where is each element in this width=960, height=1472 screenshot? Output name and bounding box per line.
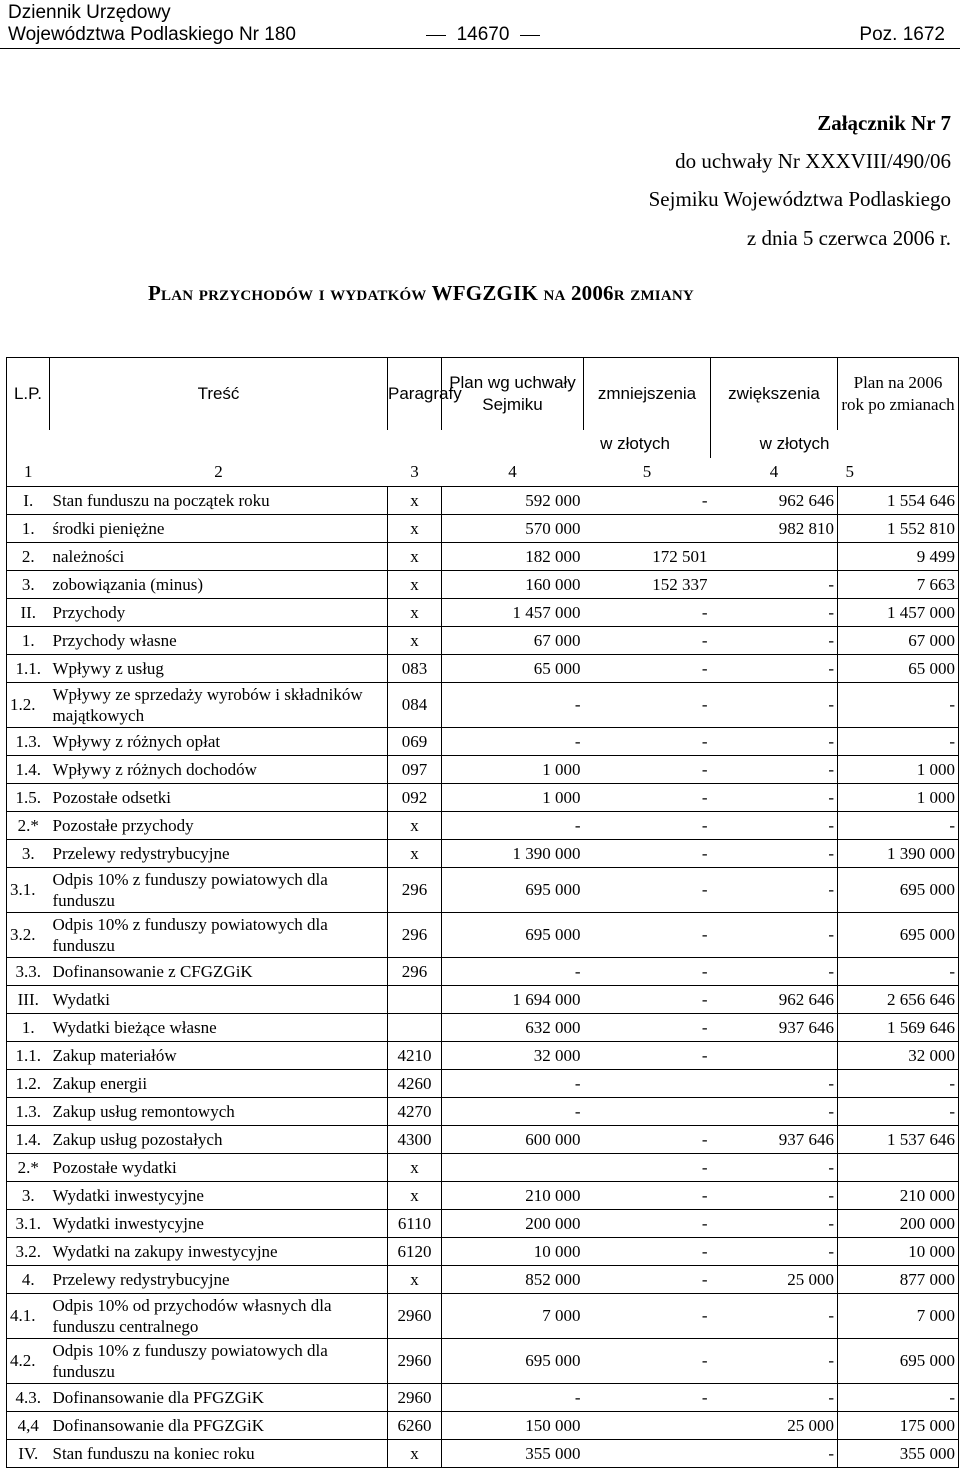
row-zmniejszenia: [584, 1098, 711, 1126]
column-number: 2: [50, 458, 388, 487]
row-plan-po-zmianach: 1 569 646: [838, 1014, 959, 1042]
row-zwiekszenia: -: [711, 913, 838, 958]
table-row: [7, 1154, 959, 1182]
row-plan-wg: 695 000: [442, 868, 584, 913]
row-paragraf: 4260: [388, 1070, 442, 1098]
row-zmniejszenia: 152 337: [584, 571, 711, 599]
row-zmniejszenia: -: [584, 784, 711, 812]
header-divider: [0, 48, 960, 49]
row-zwiekszenia: -: [711, 1384, 838, 1412]
row-zwiekszenia: -: [711, 958, 838, 986]
column-number: 4: [711, 458, 838, 487]
row-zmniejszenia: -: [584, 655, 711, 683]
row-tresc: Wydatki bieżące własne: [50, 1014, 388, 1042]
row-paragraf: x: [388, 1440, 442, 1468]
row-zmniejszenia: 172 501: [584, 543, 711, 571]
unit-label-1: w złotych: [600, 434, 670, 453]
row-zmniejszenia: -: [584, 1182, 711, 1210]
row-zwiekszenia: -: [711, 1182, 838, 1210]
unit-label-2: w złotych: [711, 430, 838, 458]
journal-name-line1: Dziennik Urzędowy: [8, 2, 171, 23]
row-tresc: Wydatki inwestycyjne: [50, 1210, 388, 1238]
header-plan-wg: Plan wg uchwały Sejmiku: [442, 358, 584, 431]
position-number: Poz. 1672: [859, 24, 945, 45]
row-plan-wg: 10 000: [442, 1238, 584, 1266]
row-tresc: Odpis 10% z funduszy powiatowych dla funduszu: [50, 1339, 388, 1384]
table-row: [7, 840, 959, 868]
row-plan-po-zmianach: -: [838, 1384, 959, 1412]
table-row: [7, 1294, 959, 1339]
row-plan-po-zmianach: -: [838, 1098, 959, 1126]
row-plan-wg: -: [442, 958, 584, 986]
row-plan-po-zmianach: 210 000: [838, 1182, 959, 1210]
row-tresc: Przychody własne: [50, 627, 388, 655]
row-zwiekszenia: 962 646: [711, 487, 838, 515]
attachment-line-2: Sejmiku Województwa Podlaskiego: [648, 187, 951, 211]
row-plan-wg: 355 000: [442, 1440, 584, 1468]
row-paragraf: 2960: [388, 1384, 442, 1412]
row-plan-wg: 150 000: [442, 1412, 584, 1440]
row-tresc: Odpis 10% od przychodów własnych dla funduszu centralnego: [50, 1294, 388, 1339]
row-zwiekszenia: 982 810: [711, 515, 838, 543]
row-plan-po-zmianach: 175 000: [838, 1412, 959, 1440]
row-paragraf: 4300: [388, 1126, 442, 1154]
row-plan-wg: 65 000: [442, 655, 584, 683]
row-lp: 3.: [7, 840, 50, 868]
journal-name: [8, 2, 296, 46]
row-zmniejszenia: -: [584, 913, 711, 958]
row-paragraf: 092: [388, 784, 442, 812]
row-plan-wg: 1 457 000: [442, 599, 584, 627]
row-paragraf: x: [388, 515, 442, 543]
row-plan-po-zmianach: -: [838, 958, 959, 986]
row-paragraf: x: [388, 543, 442, 571]
row-zmniejszenia: -: [584, 728, 711, 756]
table-row: [7, 756, 959, 784]
row-zwiekszenia: -: [711, 1154, 838, 1182]
row-plan-po-zmianach: 7 663: [838, 571, 959, 599]
row-zwiekszenia: -: [711, 840, 838, 868]
row-lp: 1.4.: [7, 756, 50, 784]
row-plan-wg: -: [442, 1384, 584, 1412]
row-zmniejszenia: -: [584, 1126, 711, 1154]
row-zmniejszenia: -: [584, 1210, 711, 1238]
table-row: [7, 571, 959, 599]
row-lp: 2.*: [7, 812, 50, 840]
row-tresc: zobowiązania (minus): [50, 571, 388, 599]
table-row: [7, 1412, 959, 1440]
row-zmniejszenia: -: [584, 868, 711, 913]
row-plan-po-zmianach: -: [838, 812, 959, 840]
column-number: 1: [7, 458, 50, 487]
column-number-row: [7, 458, 959, 487]
row-tresc: Wydatki inwestycyjne: [50, 1182, 388, 1210]
unit-empty: [50, 430, 388, 458]
row-zmniejszenia: -: [584, 986, 711, 1014]
row-plan-wg: 600 000: [442, 1126, 584, 1154]
column-number: 4: [442, 458, 584, 487]
row-lp: 1.2.: [7, 683, 50, 728]
row-lp: 1.3.: [7, 1098, 50, 1126]
row-tresc: Dofinansowanie z CFGZGiK: [50, 958, 388, 986]
row-zmniejszenia: -: [584, 1384, 711, 1412]
row-plan-wg: 1 000: [442, 756, 584, 784]
row-tresc: Przychody: [50, 599, 388, 627]
table-row: [7, 515, 959, 543]
header-zwiekszenia: zwiększenia: [711, 358, 838, 431]
unit-empty: [838, 430, 959, 458]
row-paragraf: 296: [388, 868, 442, 913]
header-tresc: Treść: [50, 358, 388, 431]
row-zwiekszenia: -: [711, 1070, 838, 1098]
header-plan-na: Plan na 2006 rok po zmianach: [838, 358, 959, 431]
row-plan-wg: 1 694 000: [442, 986, 584, 1014]
row-lp: 3.1.: [7, 1210, 50, 1238]
row-plan-po-zmianach: 1 000: [838, 756, 959, 784]
column-number: 5: [584, 458, 711, 487]
row-tresc: Odpis 10% z funduszy powiatowych dla funduszu: [50, 913, 388, 958]
table-row: [7, 599, 959, 627]
row-plan-po-zmianach: 32 000: [838, 1042, 959, 1070]
row-lp: 1.1.: [7, 1042, 50, 1070]
row-zmniejszenia: [584, 1070, 711, 1098]
row-zwiekszenia: -: [711, 571, 838, 599]
table-row: [7, 1042, 959, 1070]
column-number: 5: [838, 458, 959, 487]
row-lp: IV.: [7, 1440, 50, 1468]
row-paragraf: 6110: [388, 1210, 442, 1238]
row-paragraf: x: [388, 1154, 442, 1182]
row-plan-po-zmianach: 200 000: [838, 1210, 959, 1238]
row-zwiekszenia: -: [711, 812, 838, 840]
row-lp: 2.: [7, 543, 50, 571]
row-plan-po-zmianach: 10 000: [838, 1238, 959, 1266]
row-zwiekszenia: -: [711, 784, 838, 812]
row-paragraf: 069: [388, 728, 442, 756]
row-lp: 1.: [7, 627, 50, 655]
row-lp: 1.3.: [7, 728, 50, 756]
row-lp: 4.: [7, 1266, 50, 1294]
row-lp: 1.2.: [7, 1070, 50, 1098]
attachment-line-1: do uchwały Nr XXXVIII/490/06: [675, 149, 951, 173]
row-paragraf: 083: [388, 655, 442, 683]
row-paragraf: 4210: [388, 1042, 442, 1070]
row-zwiekszenia: -: [711, 728, 838, 756]
row-lp: 3.: [7, 1182, 50, 1210]
table-row: [7, 683, 959, 728]
row-plan-po-zmianach: 877 000: [838, 1266, 959, 1294]
row-lp: 1.4.: [7, 1126, 50, 1154]
row-zmniejszenia: -: [584, 1154, 711, 1182]
row-zmniejszenia: -: [584, 487, 711, 515]
row-tresc: Stan funduszu na początek roku: [50, 487, 388, 515]
row-zmniejszenia: -: [584, 1294, 711, 1339]
document-title: Plan przychodów i wydatków WFGZGIK na 2006r zmiany: [148, 281, 694, 305]
row-zmniejszenia: -: [584, 1266, 711, 1294]
plan-table: [6, 357, 959, 1468]
row-lp: 1.: [7, 1014, 50, 1042]
table-row: [7, 487, 959, 515]
row-plan-wg: 210 000: [442, 1182, 584, 1210]
row-paragraf: x: [388, 571, 442, 599]
table-row: [7, 1014, 959, 1042]
row-zwiekszenia: -: [711, 1098, 838, 1126]
table-row: [7, 543, 959, 571]
table-row: [7, 812, 959, 840]
row-lp: 4.2.: [7, 1339, 50, 1384]
row-plan-po-zmianach: 695 000: [838, 868, 959, 913]
row-paragraf: x: [388, 627, 442, 655]
row-zmniejszenia: [584, 1412, 711, 1440]
row-plan-wg: [442, 1154, 584, 1182]
row-zmniejszenia: -: [584, 627, 711, 655]
row-tresc: Zakup energii: [50, 1070, 388, 1098]
unit-empty: [388, 430, 442, 458]
table-row: [7, 728, 959, 756]
row-zmniejszenia: -: [584, 1238, 711, 1266]
row-lp: II.: [7, 599, 50, 627]
table-row: [7, 1440, 959, 1468]
header-paragrafy: Paragrafy: [388, 358, 442, 431]
row-paragraf: 296: [388, 913, 442, 958]
table-row: [7, 1238, 959, 1266]
row-lp: 1.5.: [7, 784, 50, 812]
row-paragraf: x: [388, 812, 442, 840]
header-lp: L.P.: [7, 358, 50, 431]
row-plan-po-zmianach: -: [838, 728, 959, 756]
row-zwiekszenia: 25 000: [711, 1266, 838, 1294]
row-zwiekszenia: -: [711, 1210, 838, 1238]
row-tresc: Wydatki na zakupy inwestycyjne: [50, 1238, 388, 1266]
table-row: [7, 1098, 959, 1126]
row-zwiekszenia: -: [711, 655, 838, 683]
row-zmniejszenia: -: [584, 1339, 711, 1384]
row-lp: III.: [7, 986, 50, 1014]
row-paragraf: x: [388, 1266, 442, 1294]
row-plan-wg: 182 000: [442, 543, 584, 571]
row-tresc: Przelewy redystrybucyjne: [50, 840, 388, 868]
table-row: [7, 1266, 959, 1294]
row-plan-po-zmianach: -: [838, 1070, 959, 1098]
row-plan-po-zmianach: [838, 1154, 959, 1182]
row-plan-po-zmianach: 1 537 646: [838, 1126, 959, 1154]
table-row: [7, 913, 959, 958]
row-paragraf: 2960: [388, 1339, 442, 1384]
row-zmniejszenia: -: [584, 599, 711, 627]
journal-name-line2: Województwa Podlaskiego Nr 180: [8, 24, 296, 45]
row-zwiekszenia: -: [711, 1440, 838, 1468]
row-lp: 4,4: [7, 1412, 50, 1440]
row-tresc: Wydatki: [50, 986, 388, 1014]
row-lp: 3.2.: [7, 913, 50, 958]
table-row: [7, 958, 959, 986]
table-row: [7, 1339, 959, 1384]
row-zmniejszenia: -: [584, 840, 711, 868]
row-lp: 1.: [7, 515, 50, 543]
attachment-title: Załącznik Nr 7: [817, 111, 951, 135]
row-zwiekszenia: 962 646: [711, 986, 838, 1014]
row-paragraf: x: [388, 487, 442, 515]
row-lp: 3.: [7, 571, 50, 599]
row-plan-wg: -: [442, 1070, 584, 1098]
attachment-line-3: z dnia 5 czerwca 2006 r.: [746, 226, 951, 250]
row-tresc: Pozostałe odsetki: [50, 784, 388, 812]
row-plan-po-zmianach: 1 554 646: [838, 487, 959, 515]
table-row: [7, 1126, 959, 1154]
row-tresc: środki pieniężne: [50, 515, 388, 543]
row-plan-po-zmianach: 1 390 000: [838, 840, 959, 868]
row-zwiekszenia: -: [711, 599, 838, 627]
row-tresc: Dofinansowanie dla PFGZGiK: [50, 1384, 388, 1412]
row-plan-po-zmianach: 67 000: [838, 627, 959, 655]
row-zmniejszenia: [584, 515, 711, 543]
row-plan-wg: -: [442, 812, 584, 840]
row-tresc: Pozostałe przychody: [50, 812, 388, 840]
row-paragraf: 084: [388, 683, 442, 728]
table-row: [7, 1182, 959, 1210]
row-zmniejszenia: -: [584, 958, 711, 986]
row-paragraf: [388, 986, 442, 1014]
row-zmniejszenia: -: [584, 756, 711, 784]
row-tresc: Dofinansowanie dla PFGZGiK: [50, 1412, 388, 1440]
row-zwiekszenia: -: [711, 756, 838, 784]
row-lp: 3.1.: [7, 868, 50, 913]
header-zmniejszenia: zmniejszenia: [584, 358, 711, 431]
row-plan-wg: -: [442, 1098, 584, 1126]
row-lp: 4.1.: [7, 1294, 50, 1339]
row-tresc: Zakup materiałów: [50, 1042, 388, 1070]
row-lp: 2.*: [7, 1154, 50, 1182]
row-paragraf: 6260: [388, 1412, 442, 1440]
table-row: [7, 1384, 959, 1412]
row-lp: 3.2.: [7, 1238, 50, 1266]
row-zwiekszenia: -: [711, 1294, 838, 1339]
row-plan-po-zmianach: 2 656 646: [838, 986, 959, 1014]
row-plan-po-zmianach: 695 000: [838, 1339, 959, 1384]
row-plan-po-zmianach: -: [838, 683, 959, 728]
row-zmniejszenia: -: [584, 683, 711, 728]
row-zwiekszenia: -: [711, 1339, 838, 1384]
row-zmniejszenia: [584, 1440, 711, 1468]
row-plan-wg: 632 000: [442, 1014, 584, 1042]
table-row: [7, 1070, 959, 1098]
table-header-row: [7, 358, 959, 431]
row-tresc: Wpływy z różnych dochodów: [50, 756, 388, 784]
row-zwiekszenia: [711, 1042, 838, 1070]
unit-empty: [7, 430, 50, 458]
row-zwiekszenia: -: [711, 683, 838, 728]
table-row: [7, 655, 959, 683]
row-plan-wg: 570 000: [442, 515, 584, 543]
table-row: [7, 868, 959, 913]
row-plan-wg: 695 000: [442, 913, 584, 958]
row-plan-po-zmianach: 7 000: [838, 1294, 959, 1339]
row-plan-po-zmianach: 1 552 810: [838, 515, 959, 543]
row-plan-wg: 32 000: [442, 1042, 584, 1070]
table-row: [7, 784, 959, 812]
row-paragraf: x: [388, 599, 442, 627]
row-plan-wg: 7 000: [442, 1294, 584, 1339]
row-plan-po-zmianach: 1 000: [838, 784, 959, 812]
column-number: 3: [388, 458, 442, 487]
row-plan-wg: 160 000: [442, 571, 584, 599]
row-tresc: Stan funduszu na koniec roku: [50, 1440, 388, 1468]
row-paragraf: 4270: [388, 1098, 442, 1126]
row-lp: I.: [7, 487, 50, 515]
row-lp: 1.1.: [7, 655, 50, 683]
row-plan-po-zmianach: 695 000: [838, 913, 959, 958]
row-plan-wg: -: [442, 728, 584, 756]
row-plan-wg: 67 000: [442, 627, 584, 655]
row-paragraf: 296: [388, 958, 442, 986]
unit-row: [7, 430, 959, 458]
row-zwiekszenia: 937 646: [711, 1126, 838, 1154]
row-tresc: Pozostałe wydatki: [50, 1154, 388, 1182]
row-tresc: Wpływy z różnych opłat: [50, 728, 388, 756]
row-lp: 3.3.: [7, 958, 50, 986]
row-tresc: należności: [50, 543, 388, 571]
table-row: [7, 986, 959, 1014]
row-paragraf: x: [388, 1182, 442, 1210]
row-plan-wg: 200 000: [442, 1210, 584, 1238]
row-plan-wg: 592 000: [442, 487, 584, 515]
page-number: 14670: [428, 24, 538, 46]
row-tresc: Zakup usług remontowych: [50, 1098, 388, 1126]
row-paragraf: x: [388, 840, 442, 868]
row-plan-wg: -: [442, 683, 584, 728]
row-zwiekszenia: 25 000: [711, 1412, 838, 1440]
row-zwiekszenia: [711, 543, 838, 571]
row-zmniejszenia: -: [584, 1014, 711, 1042]
row-plan-po-zmianach: 9 499: [838, 543, 959, 571]
row-plan-po-zmianach: 355 000: [838, 1440, 959, 1468]
row-zmniejszenia: -: [584, 1042, 711, 1070]
row-paragraf: 2960: [388, 1294, 442, 1339]
table-row: [7, 627, 959, 655]
row-plan-wg: 1 000: [442, 784, 584, 812]
row-plan-po-zmianach: 1 457 000: [838, 599, 959, 627]
row-tresc: Wpływy ze sprzedaży wyrobów i składników majątkowych: [50, 683, 388, 728]
row-tresc: Przelewy redystrybucyjne: [50, 1266, 388, 1294]
row-plan-po-zmianach: 65 000: [838, 655, 959, 683]
row-zwiekszenia: 937 646: [711, 1014, 838, 1042]
table-row: [7, 1210, 959, 1238]
row-tresc: Wpływy z usług: [50, 655, 388, 683]
row-plan-wg: 695 000: [442, 1339, 584, 1384]
row-zmniejszenia: -: [584, 812, 711, 840]
row-tresc: Odpis 10% z funduszy powiatowych dla funduszu: [50, 868, 388, 913]
row-plan-wg: 1 390 000: [442, 840, 584, 868]
row-zwiekszenia: -: [711, 1238, 838, 1266]
row-lp: 4.3.: [7, 1384, 50, 1412]
row-zwiekszenia: -: [711, 627, 838, 655]
row-paragraf: 097: [388, 756, 442, 784]
row-paragraf: 6120: [388, 1238, 442, 1266]
row-zwiekszenia: -: [711, 868, 838, 913]
row-plan-wg: 852 000: [442, 1266, 584, 1294]
row-paragraf: [388, 1014, 442, 1042]
row-tresc: Zakup usług pozostałych: [50, 1126, 388, 1154]
